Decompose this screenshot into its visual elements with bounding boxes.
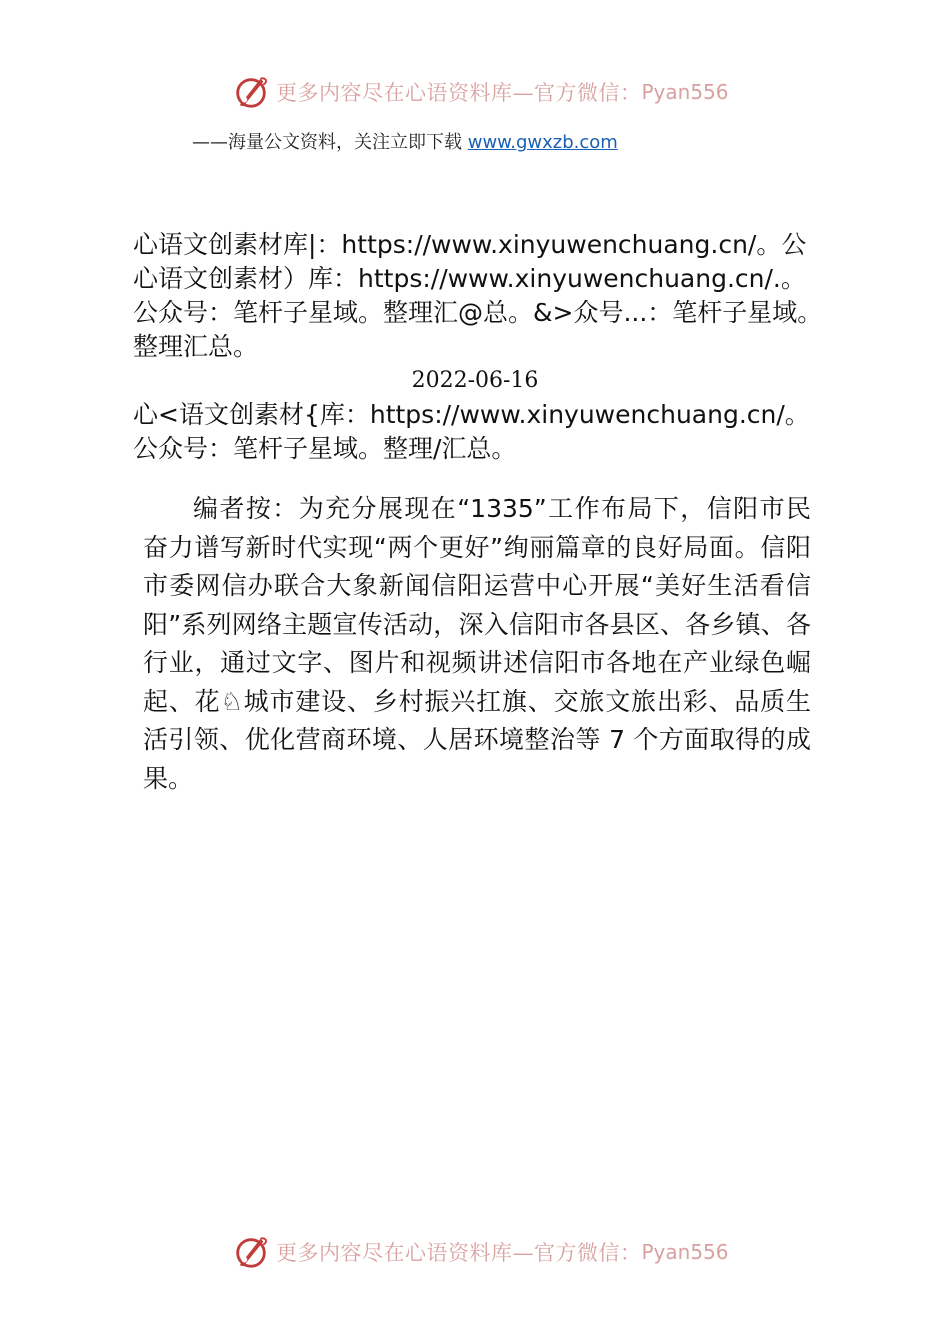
quill-pen-logo-icon: [232, 1233, 270, 1271]
note-line: 心语文创素材库|：https://www.xinyuwenchuang.cn/。公: [133, 230, 807, 259]
footer-banner: [232, 1232, 729, 1272]
article-body: [143, 490, 811, 798]
subline-text: ——海量公文资料，关注立即下载: [192, 132, 468, 153]
site-link[interactable]: www.gwxzb.com: [467, 132, 618, 153]
quill-pen-logo-icon: [232, 73, 270, 111]
banner-text: 更多内容尽在心语资料库—官方微信：: [276, 81, 642, 105]
note-line: 公众号：笔杆子星域。整理汇@总。&>众号...：笔杆子星域。: [133, 298, 823, 327]
banner-wechat-id: Pyan556: [641, 80, 729, 104]
editor-note-paragraph: 编者按：为充分展现在“1335”工作布局下，信阳市民 奋力谱写新时代实现“两个更好”绚丽篇章的良好局面。信阳市委网信办联合大象新闻信阳运营中心开展“美好生活看信阳”系列网络主题宣传活动，深入信阳市各县区、各乡镇、各行业，通过文字、图片和视频讲述信阳市各地在产业绿色崛起、花♘城市建设、乡村振兴扛旗、交旅文旅出彩、品质生活引领、优化营商环境、人居环境整治等 7 个方面取得的成果。: [143, 494, 811, 793]
source-note-2: [133, 398, 833, 466]
publish-date: 2022-06-16: [411, 368, 539, 393]
note-line: 整理汇总。: [133, 332, 259, 361]
note-line: 心<语文创素材{库：https://www.xinyuwenchuang.cn/。: [133, 400, 810, 429]
banner-text: 更多内容尽在心语资料库—官方微信：: [276, 1241, 642, 1265]
note-line: 公众号：笔杆子星域。整理/汇总。: [133, 434, 517, 463]
download-subline: [192, 128, 618, 154]
note-line: 心语文创素材）库：https://www.xinyuwenchuang.cn/.。: [133, 264, 806, 293]
source-note-1: [133, 228, 833, 364]
banner-wechat-id: Pyan556: [641, 1240, 729, 1264]
header-banner: [232, 72, 729, 112]
